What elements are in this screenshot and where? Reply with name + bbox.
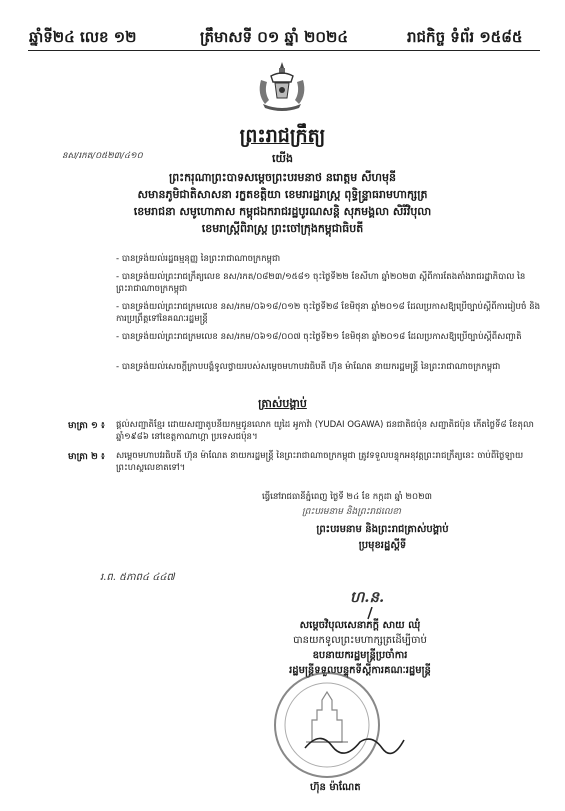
by-order-line: ព្រះបរមនាម និងព្រះរាជត្រាស់បង្គាប់	[316, 524, 449, 535]
article-1-text: ផ្តល់សញ្ជាតិខ្មែរ ដោយសញ្ជាតូបនីយកម្មជូនលោក យូដៃ អូកាវ៉ា (YUDAI OGAWA) ជនជាតិជប៉ុន សញ្ជាតិជប៉ុន កើតថ្ងៃទី៨ ខែតុលា ឆ្នាំ១៩៨៦ នៅខេត្តកាណាហ្គា ប្រទេសជប៉ុន។	[116, 420, 534, 442]
visa-item: - បានទ្រង់យល់ព្រះរាជក្រឹត្យលេខ នស/រកត/០៨២៣/១៥៨១ ចុះថ្ងៃទី២២ ខែសីហា ឆ្នាំ២០២៣ ស្តីពីការតែងតាំងរាជរដ្ឋាភិបាល នៃព្រះរាជាណាចក្រកម្ពុជា	[116, 272, 526, 294]
king-title-line: ខេមរាស្ត្រីពិរាស្ត្រ ព្រះចៅក្រុងកម្ពុជាធិបតី	[201, 222, 364, 235]
king-title-line: ខេមរាជនា សមូហោភាស កម្ពុជឯករាជរដ្ឋបូរណសន្តិ សុភមង្គលា សិរីវិបុលា	[133, 205, 432, 218]
margin-handwritten-note: រ.ព. ៥ភាព៤ ៤៤៧	[100, 572, 175, 583]
gazette-page: រាជកិច្ច ទំព័រ ១៥៨៥	[407, 28, 523, 46]
article-2-label: មាត្រា ២ ៖	[68, 452, 105, 462]
volume-number: ឆ្នាំទី២៤ លេខ ១២	[29, 28, 137, 46]
signatory-title: សម្តេចវិបុលសេនាភក្តី សាយ ឈុំ	[299, 620, 421, 631]
header-rule	[28, 50, 540, 51]
decrees-heading: ត្រាស់បង្គាប់	[258, 397, 307, 410]
royal-coat-of-arms-emblem	[253, 60, 311, 112]
signatory-line: បានយកទូលព្រះមហាក្សត្រដើម្បីចាប់	[293, 635, 427, 646]
king-title-line: សមានភូមិជាតិសាសនា រក្ខតខត្តិយា ខេមរារដ្ឋរាស្ត្រ ពុទ្ធិន្ទ្រាធរាមហាក្សត្រ	[137, 188, 428, 201]
handwritten-signature	[300, 728, 410, 762]
we-heading: យើង	[272, 152, 293, 165]
royal-signature: ព្រះបរមនាម និងព្រះរាជលេខា	[302, 507, 401, 517]
visa-item: - បានទ្រង់យល់ព្រះរាជក្រមលេខ នស/រកម/០៦១៨/០១២ ចុះថ្ងៃទី២៨ ខែមិថុនា ឆ្នាំ២០១៨ ដែលប្រកាសឱ្យប្រើច្បាប់ស្តីពីការរៀបចំ និងការប្រព្រឹត្តទៅនៃគណៈរដ្ឋមន្ត្រី	[116, 302, 541, 324]
visa-item: - បានទ្រង់យល់សេចក្តីក្រាបបង្គំទូលថ្វាយរបស់សម្តេចមហាបវរធិបតី ហ៊ុន ម៉ាណែត នាយករដ្ឋមន្ត្រី នៃព្រះរាជាណាចក្រកម្ពុជា	[116, 362, 501, 372]
signatory-line: រដ្ឋមន្ត្រីទទួលបន្ទុកទីស្តីការគណៈរដ្ឋមន្ត្រី	[289, 665, 431, 676]
signatory-line: ឧបនាយករដ្ឋមន្ត្រីប្រចាំការ	[312, 650, 408, 661]
acting-head-of-state: ប្រមុខរដ្ឋស្តីទី	[358, 540, 407, 551]
article-1-label: មាត្រា ១ ៖	[68, 421, 105, 431]
countersign-initial: ហ.ន.	[350, 588, 385, 606]
decree-reference-number: នស/រកត/០៥២៣/៤១០	[62, 151, 143, 161]
article-2-text: សម្តេចមហាបវរធិបតី ហ៊ុន ម៉ាណែត នាយករដ្ឋមន្ត្រី នៃព្រះរាជាណាចក្រកម្ពុជា ត្រូវទទួលបន្ទុកអនុវត្តព្រះរាជក្រឹត្យនេះ ចាប់ពីថ្ងៃឡាយព្រះហស្ថលេខាតទៅ។	[116, 451, 524, 473]
visa-item: - បានទ្រង់យល់ព្រះរាជក្រមលេខ នស/រកម/០៦១៨/០០៧ ចុះថ្ងៃទី២១ ខែមិថុនា ឆ្នាំ២០១៨ ដែលប្រកាសឱ្យប្រើច្បាប់ស្តីពីសញ្ជាតិ	[116, 332, 522, 342]
signatory-name: ហ៊ុន ម៉ាណែត	[310, 782, 361, 793]
visa-item: - បានទ្រង់យល់រដ្ឋធម្មនុញ្ញ នៃព្រះរាជាណាចក្រកម្ពុជា	[116, 254, 281, 264]
decree-title: ព្រះរាជក្រឹត្យ	[239, 125, 326, 147]
signatory-block	[260, 618, 460, 678]
king-title-line: ព្រះករុណាព្រះបាទសម្តេចព្រះបរមនាថ នរោត្តម សីហមុនី	[169, 171, 396, 184]
official-seal-stamp	[272, 670, 382, 780]
gazette-date: ត្រឹមាសទី ០១ ឆ្នាំ ២០២៤	[200, 28, 348, 46]
place-and-date: ធ្វើនៅរាជធានីភ្នំពេញ ថ្ងៃទី ២៤ ខែ កក្កដា ឆ្នាំ ២០២៣	[262, 492, 432, 502]
